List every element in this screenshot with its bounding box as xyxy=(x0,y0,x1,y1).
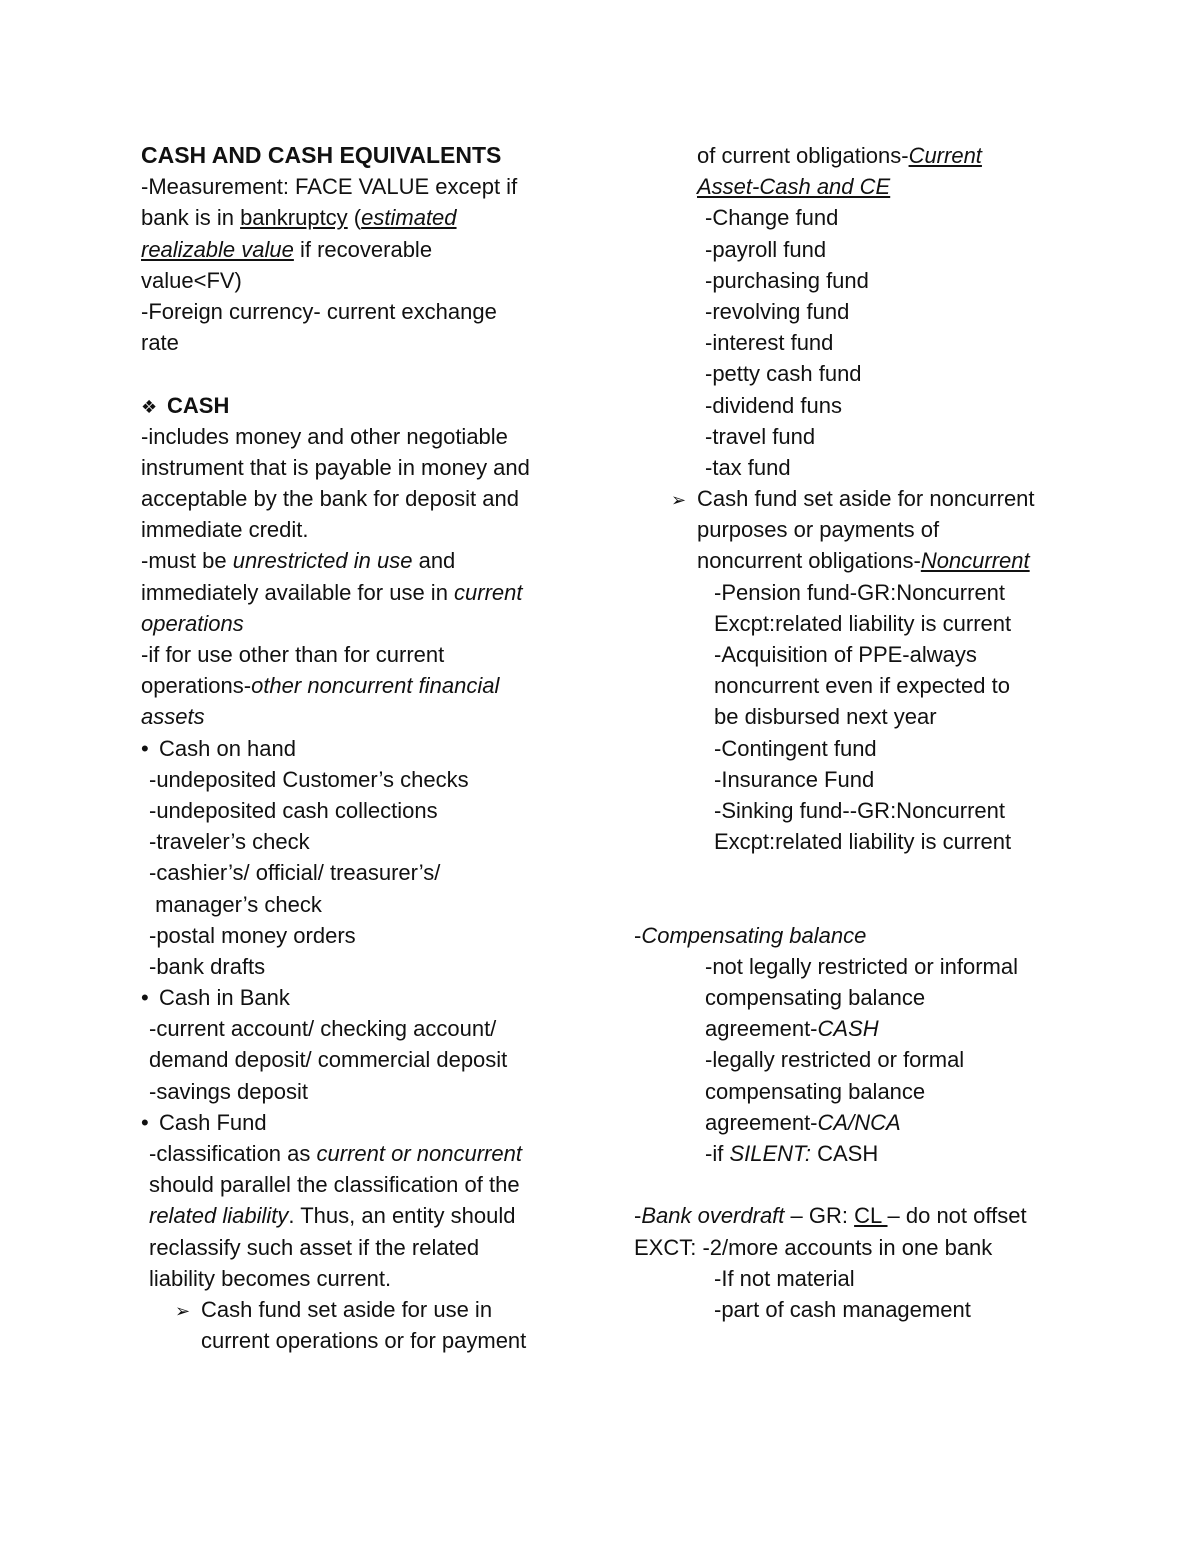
document-title: CASH AND CASH EQUIVALENTS xyxy=(141,142,502,168)
list-item: compensating balance xyxy=(705,1078,926,1104)
list-item: -legally restricted or formal xyxy=(705,1047,965,1073)
cash-on-hand-list xyxy=(141,764,571,982)
bullet-text: Cash in Bank xyxy=(159,985,290,1011)
list-item: -Sinking fund--GR:Noncurrent xyxy=(714,797,1006,823)
paragraph-line: operations xyxy=(141,610,244,636)
list-item: Excpt:related liability is current xyxy=(714,610,1012,636)
list-item: -savings deposit xyxy=(149,1078,308,1104)
right-column xyxy=(634,140,1074,1325)
list-item: Excpt:related liability is current xyxy=(714,829,1012,855)
spacer xyxy=(141,358,571,389)
text-span: -classification as xyxy=(149,1141,317,1166)
arrow-bullet-icon: ➢ xyxy=(671,490,687,511)
emphasis-text: unrestricted in use xyxy=(232,548,413,574)
text-span: . Thus, an entity should xyxy=(288,1203,516,1229)
text-span: if recoverable xyxy=(293,236,433,262)
current-funds-list xyxy=(634,202,1074,483)
left-column xyxy=(141,140,571,1356)
list-item: manager’s check xyxy=(149,891,322,917)
heading-text: CASH xyxy=(167,392,230,418)
emphasis-text: related liability xyxy=(149,1203,289,1229)
spacer xyxy=(634,857,1074,888)
list-item: -petty cash fund xyxy=(705,361,862,387)
text-span: bank is in xyxy=(141,205,241,231)
emphasis-text: Current xyxy=(908,143,982,168)
arrow-text-continued: purposes or payments of xyxy=(697,517,940,543)
emphasis-text: current or noncurrent xyxy=(316,1141,522,1166)
list-item: -purchasing fund xyxy=(705,267,869,293)
list-item: -revolving fund xyxy=(705,298,850,324)
list-item xyxy=(705,1138,1074,1169)
arrow-text: Cash fund set aside for noncurrent xyxy=(697,486,1035,512)
list-item: noncurrent even if expected to xyxy=(714,673,1010,699)
paragraph-line: -includes money and other negotiable xyxy=(141,423,508,449)
bullet-text: Cash Fund xyxy=(159,1109,267,1135)
paragraph-line xyxy=(149,1138,571,1169)
emphasis-text: SILENT: xyxy=(729,1141,811,1166)
cash-fund-current-item xyxy=(141,1294,571,1356)
noncurrent-funds-list xyxy=(634,577,1074,858)
emphasis-text: current xyxy=(454,579,523,605)
list-item: compensating balance xyxy=(705,985,926,1011)
bank-overdraft-line xyxy=(634,1200,1074,1231)
paragraph-line: acceptable by the bank for deposit and xyxy=(141,486,519,512)
paragraph-line xyxy=(141,577,571,608)
text-span: - xyxy=(634,1203,642,1229)
text-span: operations- xyxy=(141,673,252,699)
list-item: -Insurance Fund xyxy=(714,766,875,792)
underlined-text: bankruptcy xyxy=(240,205,348,231)
list-item: -interest fund xyxy=(705,330,834,356)
list-item: -cashier’s/ official/ treasurer’s/ xyxy=(149,860,441,886)
text-span: – GR: xyxy=(784,1203,855,1229)
list-item: -travel fund xyxy=(705,423,816,449)
arrow-item xyxy=(175,1294,571,1325)
text-span: of current obligations- xyxy=(697,143,909,168)
measurement-line: -Measurement: FACE VALUE except if xyxy=(141,174,518,200)
paragraph-line: -if for use other than for current xyxy=(141,642,445,667)
list-item: -undeposited cash collections xyxy=(149,797,438,823)
paragraph-line xyxy=(141,670,571,701)
list-item: -Acquisition of PPE-always xyxy=(714,642,977,667)
emphasis-text: estimated xyxy=(361,205,457,231)
bullet-icon: • xyxy=(141,1109,149,1135)
paragraph-line: should parallel the classification of the xyxy=(149,1172,520,1198)
measurement-line xyxy=(141,202,571,233)
foreign-currency-line: -Foreign currency- current exchange xyxy=(141,298,497,324)
list-item: -Change fund xyxy=(705,205,839,231)
arrow-item xyxy=(671,483,1074,514)
emphasis-text: Bank overdraft xyxy=(641,1203,785,1229)
exception-line: EXCT: -2/more accounts in one bank xyxy=(634,1234,993,1260)
noncurrent-fund-item xyxy=(634,483,1074,577)
paragraph-line: reclassify such asset if the related xyxy=(149,1234,480,1260)
measurement-line xyxy=(141,234,571,265)
list-item: -traveler’s check xyxy=(149,829,310,855)
bullet-text: Cash on hand xyxy=(159,735,296,761)
emphasis-text: CASH xyxy=(817,1016,879,1042)
measurement-line: value<FV) xyxy=(141,267,242,293)
paragraph-line: Asset-Cash and CE xyxy=(697,174,891,200)
paragraph-line xyxy=(697,140,1074,171)
list-item: -postal money orders xyxy=(149,922,356,948)
emphasis-text: CA/NCA xyxy=(817,1109,901,1135)
cash-in-bank-list xyxy=(141,1013,571,1107)
bullet-cash-in-bank xyxy=(141,982,571,1013)
spacer xyxy=(634,889,1074,920)
underlined-text: CL xyxy=(854,1203,888,1229)
list-item: -not legally restricted or informal xyxy=(705,953,1019,979)
list-item: -tax fund xyxy=(705,454,791,480)
paragraph-line xyxy=(141,545,571,576)
current-obligations-text xyxy=(634,140,1074,202)
list-item: -dividend funs xyxy=(705,392,842,418)
compensating-balance-list xyxy=(634,951,1074,1169)
list-item: -Pension fund-GR:Noncurrent xyxy=(714,579,1006,605)
text-span: ( xyxy=(347,205,362,231)
bullet-cash-fund xyxy=(141,1107,571,1138)
list-item: -bank drafts xyxy=(149,953,266,979)
diamond-bullet-icon: ❖ xyxy=(141,396,158,417)
bullet-icon: • xyxy=(141,735,149,761)
emphasis-text: realizable value xyxy=(141,236,294,262)
text-span: -if xyxy=(705,1141,730,1166)
text-span: noncurrent obligations- xyxy=(697,548,921,574)
text-span: -must be xyxy=(141,548,233,574)
arrow-text-continued xyxy=(671,545,1074,576)
list-item: demand deposit/ commercial deposit xyxy=(149,1047,508,1073)
paragraph-line xyxy=(149,1200,571,1231)
list-item xyxy=(705,1013,1074,1044)
text-span: - xyxy=(634,922,642,948)
bullet-icon: • xyxy=(141,985,149,1011)
list-item: -payroll fund xyxy=(705,236,827,262)
list-item: -part of cash management xyxy=(714,1296,971,1322)
cash-fund-text xyxy=(141,1138,571,1294)
text-span: immediately available for use in xyxy=(141,579,455,605)
list-item: -undeposited Customer’s checks xyxy=(149,766,469,792)
spacer xyxy=(634,1169,1074,1200)
list-item: -current account/ checking account/ xyxy=(149,1016,497,1042)
list-item: -Contingent fund xyxy=(714,735,877,761)
cash-heading xyxy=(141,390,571,421)
paragraph-line: instrument that is payable in money and xyxy=(141,454,530,480)
text-span: agreement- xyxy=(705,1109,818,1135)
bullet-cash-on-hand xyxy=(141,733,571,764)
exception-list xyxy=(634,1263,1074,1325)
emphasis-text: Noncurrent xyxy=(920,548,1030,574)
text-span: and xyxy=(412,548,456,574)
emphasis-text: Compensating balance xyxy=(641,922,867,948)
text-span: agreement- xyxy=(705,1016,818,1042)
emphasis-text: other noncurrent financial xyxy=(251,673,500,699)
arrow-text: Cash fund set aside for use in xyxy=(201,1296,493,1322)
compensating-balance-heading xyxy=(634,920,1074,951)
text-span: – do not offset xyxy=(887,1203,1027,1229)
paragraph-line: immediate credit. xyxy=(141,517,309,543)
text-span: CASH xyxy=(810,1141,879,1166)
foreign-currency-line: rate xyxy=(141,330,179,356)
list-item xyxy=(705,1107,1074,1138)
paragraph-line: liability becomes current. xyxy=(149,1265,392,1291)
arrow-text-continued: current operations or for payment xyxy=(201,1328,527,1354)
list-item: -If not material xyxy=(714,1265,855,1291)
list-item: be disbursed next year xyxy=(714,704,937,730)
arrow-bullet-icon: ➢ xyxy=(175,1300,191,1321)
paragraph-line: assets xyxy=(141,704,205,730)
